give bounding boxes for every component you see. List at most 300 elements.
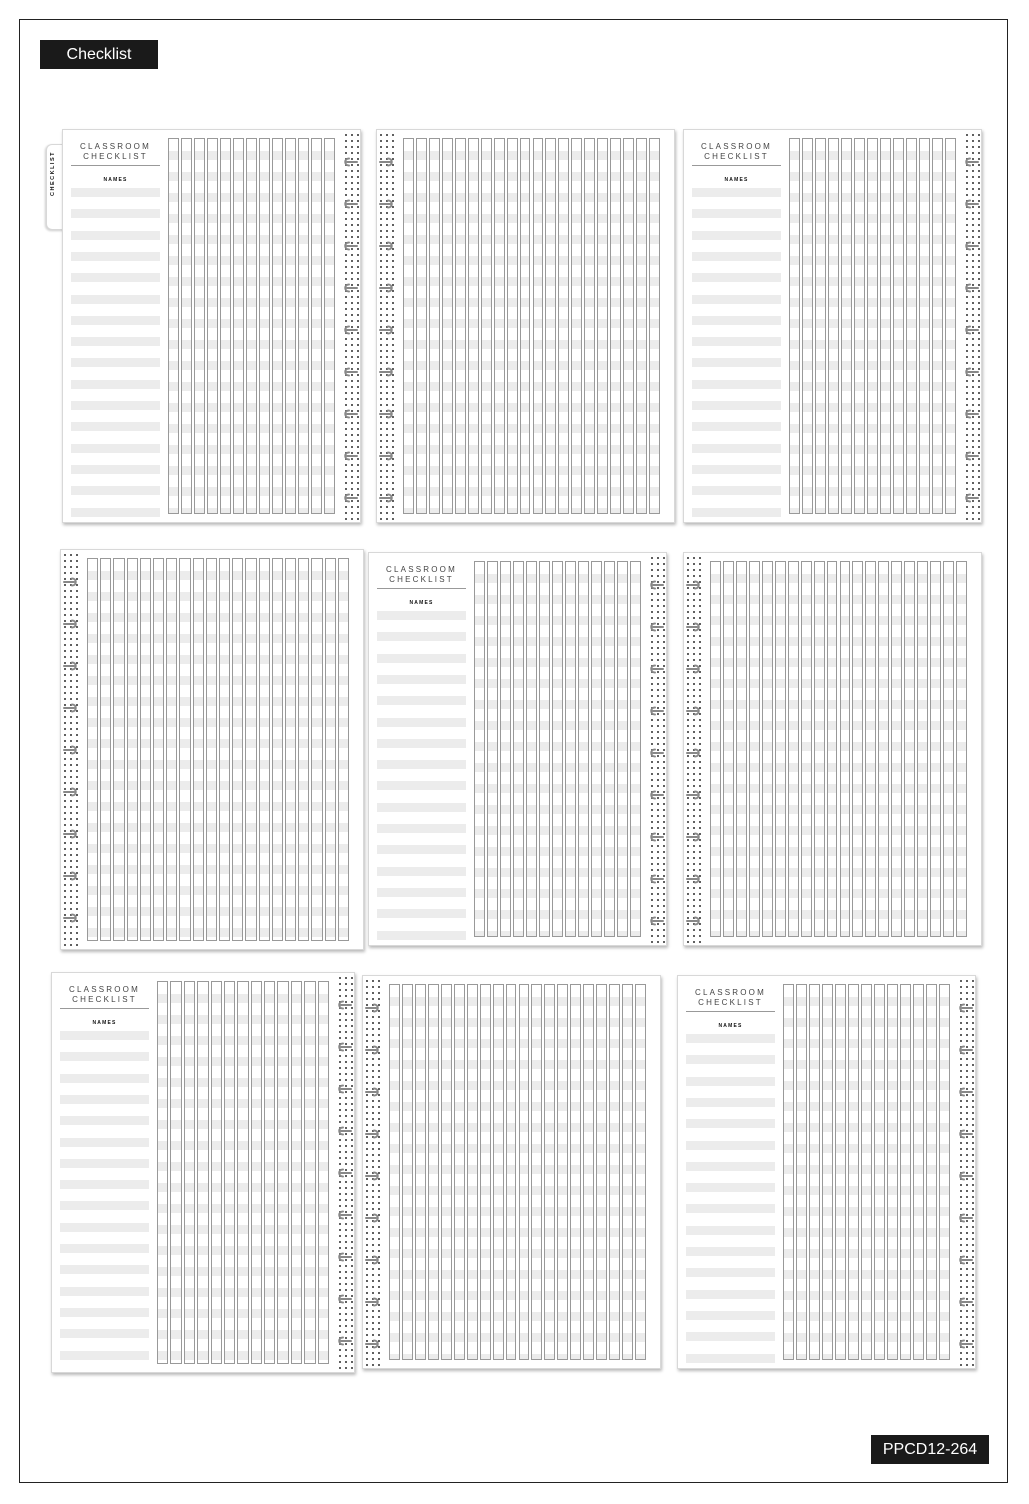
page-title-badge: Checklist: [40, 40, 158, 69]
checklist-column[interactable]: [506, 984, 517, 1360]
name-entry-row[interactable]: [71, 188, 160, 197]
checklist-column[interactable]: [809, 984, 820, 1360]
checklist-column[interactable]: [939, 984, 950, 1360]
binder-ring-icon: [686, 622, 702, 632]
binder-ring-icon: [963, 283, 979, 293]
checkbox-column-grid: [403, 138, 660, 514]
checklist-column[interactable]: [264, 981, 275, 1364]
name-entry-row[interactable]: [377, 803, 466, 812]
checklist-column[interactable]: [500, 561, 511, 937]
checklist-column[interactable]: [184, 981, 195, 1364]
checklist-column[interactable]: [736, 561, 747, 937]
name-entry-row[interactable]: [686, 1034, 775, 1043]
checklist-column[interactable]: [571, 138, 582, 514]
binder-ring-icon: [342, 409, 358, 419]
checklist-column[interactable]: [861, 984, 872, 1360]
name-entry-row[interactable]: [686, 1226, 775, 1235]
checklist-column[interactable]: [848, 984, 859, 1360]
binder-ring-icon: [686, 580, 702, 590]
binder-ring-icon: [336, 1294, 352, 1304]
binder-ring-icon: [963, 325, 979, 335]
checklist-column[interactable]: [140, 558, 151, 941]
checklist-column[interactable]: [113, 558, 124, 941]
name-entry-row[interactable]: [686, 1311, 775, 1320]
checklist-column[interactable]: [893, 138, 904, 514]
checklist-column[interactable]: [649, 138, 660, 514]
checklist-column[interactable]: [544, 984, 555, 1360]
name-entry-row[interactable]: [377, 654, 466, 663]
name-entry-row[interactable]: [71, 444, 160, 453]
checklist-column[interactable]: [932, 138, 943, 514]
checklist-column[interactable]: [943, 561, 954, 937]
binder-ring-icon: [686, 874, 702, 884]
name-entry-row[interactable]: [692, 380, 781, 389]
name-entry-rows: [692, 188, 781, 516]
name-entry-row[interactable]: [692, 465, 781, 474]
binder-ring-icon: [63, 913, 79, 923]
checklist-column[interactable]: [245, 558, 256, 941]
checklist-column[interactable]: [338, 558, 349, 941]
checklist-column[interactable]: [913, 984, 924, 1360]
name-entry-row[interactable]: [71, 337, 160, 346]
name-entry-row[interactable]: [71, 295, 160, 304]
name-entry-row[interactable]: [60, 1116, 149, 1125]
binder-ring-icon: [336, 1210, 352, 1220]
name-entry-row[interactable]: [60, 1351, 149, 1360]
name-entry-row[interactable]: [60, 1265, 149, 1274]
checklist-column[interactable]: [324, 138, 335, 514]
checklist-column[interactable]: [610, 138, 621, 514]
checklist-column[interactable]: [887, 984, 898, 1360]
checklist-column[interactable]: [919, 138, 930, 514]
checklist-column[interactable]: [840, 561, 851, 937]
name-entry-row[interactable]: [686, 1332, 775, 1341]
name-entry-row[interactable]: [377, 718, 466, 727]
name-entry-row[interactable]: [71, 252, 160, 261]
checklist-column[interactable]: [835, 984, 846, 1360]
name-entry-row[interactable]: [71, 273, 160, 282]
checklist-column[interactable]: [389, 984, 400, 1360]
checklist-column[interactable]: [865, 561, 876, 937]
checklist-column[interactable]: [604, 561, 615, 937]
name-entry-row[interactable]: [686, 1077, 775, 1086]
planner-page-names: [368, 552, 667, 946]
checklist-column[interactable]: [822, 984, 833, 1360]
checklist-column[interactable]: [193, 558, 204, 941]
checklist-column[interactable]: [533, 138, 544, 514]
checklist-column[interactable]: [584, 138, 595, 514]
binder-ring-icon: [365, 1129, 381, 1139]
binder-ring-icon: [686, 832, 702, 842]
checklist-column[interactable]: [531, 984, 542, 1360]
name-entry-row[interactable]: [377, 696, 466, 705]
name-entry-row[interactable]: [60, 1287, 149, 1296]
checklist-column[interactable]: [906, 138, 917, 514]
checklist-column[interactable]: [467, 984, 478, 1360]
checklist-column[interactable]: [796, 984, 807, 1360]
name-entry-row[interactable]: [60, 1180, 149, 1189]
name-entry-rows: [377, 611, 466, 939]
name-entry-row[interactable]: [692, 209, 781, 218]
name-entry-row[interactable]: [71, 401, 160, 410]
checklist-column[interactable]: [801, 561, 812, 937]
binder-ring-icon: [963, 199, 979, 209]
checkbox-column-grid: [474, 561, 641, 937]
name-entry-row[interactable]: [60, 1159, 149, 1168]
binder-ring-icon: [342, 451, 358, 461]
names-column-label: NAMES: [409, 600, 434, 606]
checklist-column[interactable]: [272, 558, 283, 941]
checklist-column[interactable]: [788, 561, 799, 937]
name-entry-row[interactable]: [686, 1247, 775, 1256]
name-entry-row[interactable]: [377, 824, 466, 833]
checklist-column[interactable]: [416, 138, 427, 514]
binder-ring-icon: [342, 283, 358, 293]
checklist-column[interactable]: [891, 561, 902, 937]
binder-ring-icon: [963, 493, 979, 503]
name-entry-row[interactable]: [71, 508, 160, 517]
checklist-column[interactable]: [578, 561, 589, 937]
name-entry-row[interactable]: [60, 1074, 149, 1083]
binder-ring-icon: [686, 916, 702, 926]
classroom-checklist-title: CLASSROOM CHECKLIST: [692, 142, 781, 166]
checklist-column[interactable]: [87, 558, 98, 941]
checklist-column[interactable]: [545, 138, 556, 514]
name-entry-row[interactable]: [377, 888, 466, 897]
checklist-column[interactable]: [277, 981, 288, 1364]
checklist-column[interactable]: [179, 558, 190, 941]
names-column-label: NAMES: [724, 177, 749, 183]
name-entry-row[interactable]: [692, 508, 781, 517]
checklist-column[interactable]: [591, 561, 602, 937]
checklist-column[interactable]: [232, 558, 243, 941]
binder-ring-icon: [963, 241, 979, 251]
checklist-column[interactable]: [956, 561, 967, 937]
binder-ring-icon: [379, 451, 395, 461]
checklist-column[interactable]: [917, 561, 928, 937]
binder-ring-icon: [963, 451, 979, 461]
checklist-column[interactable]: [100, 558, 111, 941]
name-entry-row[interactable]: [692, 358, 781, 367]
checklist-column[interactable]: [815, 138, 826, 514]
checklist-column[interactable]: [487, 561, 498, 937]
binder-ring-icon: [648, 916, 664, 926]
binder-ring-icon: [379, 283, 395, 293]
checklist-column[interactable]: [565, 561, 576, 937]
binder-ring-icon: [336, 1000, 352, 1010]
checklist-column[interactable]: [157, 981, 168, 1364]
checklist-column[interactable]: [481, 138, 492, 514]
name-entry-row[interactable]: [60, 1201, 149, 1210]
name-entry-row[interactable]: [60, 1329, 149, 1338]
checklist-column[interactable]: [318, 981, 329, 1364]
checklist-column[interactable]: [170, 981, 181, 1364]
checklist-column[interactable]: [285, 558, 296, 941]
binder-ring-icon: [957, 1171, 973, 1181]
names-column-label: NAMES: [718, 1023, 743, 1029]
name-entry-row[interactable]: [71, 209, 160, 218]
binder-ring-icon: [963, 409, 979, 419]
binder-ring-icon: [342, 367, 358, 377]
binder-ring-icon: [686, 664, 702, 674]
binder-ring-icon: [379, 199, 395, 209]
name-entry-row[interactable]: [377, 675, 466, 684]
checklist-column[interactable]: [900, 984, 911, 1360]
checklist-column[interactable]: [874, 984, 885, 1360]
name-entry-row[interactable]: [686, 1055, 775, 1064]
checklist-column[interactable]: [583, 984, 594, 1360]
checklist-column[interactable]: [474, 561, 485, 937]
name-entry-row[interactable]: [692, 252, 781, 261]
name-entry-row[interactable]: [60, 1095, 149, 1104]
name-entry-row[interactable]: [377, 611, 466, 620]
name-entry-row[interactable]: [60, 1031, 149, 1040]
name-entry-row[interactable]: [686, 1268, 775, 1277]
checklist-column[interactable]: [710, 561, 721, 937]
checklist-column[interactable]: [930, 561, 941, 937]
checklist-column[interactable]: [219, 558, 230, 941]
binder-ring-icon: [365, 1255, 381, 1265]
binder-ring-icon: [336, 1084, 352, 1094]
checklist-column[interactable]: [552, 561, 563, 937]
checklist-column[interactable]: [814, 561, 825, 937]
checklist-column[interactable]: [827, 561, 838, 937]
checklist-column[interactable]: [454, 984, 465, 1360]
name-entry-row[interactable]: [692, 401, 781, 410]
name-entry-row[interactable]: [692, 337, 781, 346]
checklist-column[interactable]: [224, 981, 235, 1364]
name-entry-row[interactable]: [692, 486, 781, 495]
name-entry-row[interactable]: [377, 632, 466, 641]
checklist-column[interactable]: [455, 138, 466, 514]
name-entry-row[interactable]: [692, 188, 781, 197]
binder-ring-icon: [63, 745, 79, 755]
binder-ring-icon: [365, 1171, 381, 1181]
binder-ring-icon: [957, 1003, 973, 1013]
name-entry-row[interactable]: [60, 1052, 149, 1061]
name-entry-row[interactable]: [692, 231, 781, 240]
checklist-column[interactable]: [520, 138, 531, 514]
name-entry-row[interactable]: [377, 781, 466, 790]
checklist-column[interactable]: [904, 561, 915, 937]
checklist-column[interactable]: [749, 561, 760, 937]
name-entry-row[interactable]: [71, 358, 160, 367]
checklist-column[interactable]: [403, 138, 414, 514]
binder-ring-icon: [342, 157, 358, 167]
checklist-column[interactable]: [259, 138, 270, 514]
checklist-column[interactable]: [526, 561, 537, 937]
binder-ring-icon: [342, 325, 358, 335]
checklist-column[interactable]: [597, 138, 608, 514]
checklist-column[interactable]: [311, 138, 322, 514]
checklist-column[interactable]: [828, 138, 839, 514]
name-entry-row[interactable]: [377, 931, 466, 940]
checklist-column[interactable]: [468, 138, 479, 514]
checklist-column[interactable]: [789, 138, 800, 514]
binder-ring-icon: [336, 1126, 352, 1136]
checklist-column[interactable]: [878, 561, 889, 937]
name-entry-row[interactable]: [71, 231, 160, 240]
name-entry-row[interactable]: [686, 1098, 775, 1107]
checklist-column[interactable]: [507, 138, 518, 514]
binder-ring-icon: [365, 1087, 381, 1097]
binder-ring-icon: [63, 661, 79, 671]
name-entry-row[interactable]: [692, 273, 781, 282]
checklist-column[interactable]: [945, 138, 956, 514]
checklist-column[interactable]: [493, 984, 504, 1360]
checklist-column[interactable]: [211, 981, 222, 1364]
checklist-column[interactable]: [926, 984, 937, 1360]
checklist-column[interactable]: [852, 561, 863, 937]
checklist-column[interactable]: [298, 138, 309, 514]
name-entry-row[interactable]: [686, 1204, 775, 1213]
name-entry-row[interactable]: [692, 316, 781, 325]
checklist-column[interactable]: [428, 984, 439, 1360]
checklist-column[interactable]: [480, 984, 491, 1360]
checklist-column[interactable]: [166, 558, 177, 941]
checklist-column[interactable]: [285, 138, 296, 514]
checklist-column[interactable]: [291, 981, 302, 1364]
binder-ring-icon: [63, 871, 79, 881]
checklist-column[interactable]: [168, 138, 179, 514]
classroom-checklist-title: CLASSROOM CHECKLIST: [60, 985, 149, 1009]
checklist-column[interactable]: [127, 558, 138, 941]
name-entry-rows: [71, 188, 160, 516]
checklist-column[interactable]: [513, 561, 524, 937]
checklist-column[interactable]: [617, 561, 628, 937]
checklist-column[interactable]: [570, 984, 581, 1360]
name-entry-row[interactable]: [686, 1290, 775, 1299]
checkbox-column-grid: [157, 981, 329, 1364]
checklist-column[interactable]: [311, 558, 322, 941]
name-entry-row[interactable]: [71, 486, 160, 495]
checklist-column[interactable]: [519, 984, 530, 1360]
checklist-column[interactable]: [325, 558, 336, 941]
binder-ring-icon: [648, 874, 664, 884]
checklist-column[interactable]: [494, 138, 505, 514]
checklist-column[interactable]: [220, 138, 231, 514]
checklist-column[interactable]: [197, 981, 208, 1364]
binder-ring-icon: [379, 157, 395, 167]
name-entry-row[interactable]: [377, 739, 466, 748]
checklist-column[interactable]: [596, 984, 607, 1360]
checklist-column[interactable]: [206, 558, 217, 941]
checklist-column[interactable]: [259, 558, 270, 941]
binder-ring-icon: [379, 493, 395, 503]
checklist-column[interactable]: [557, 984, 568, 1360]
checklist-column[interactable]: [441, 984, 452, 1360]
checklist-column[interactable]: [783, 984, 794, 1360]
checklist-column[interactable]: [802, 138, 813, 514]
checklist-column[interactable]: [841, 138, 852, 514]
checklist-column[interactable]: [251, 981, 262, 1364]
name-entry-row[interactable]: [71, 316, 160, 325]
name-entry-row[interactable]: [60, 1308, 149, 1317]
checklist-column[interactable]: [539, 561, 550, 937]
binder-ring-icon: [648, 706, 664, 716]
binder-ring-icon: [336, 1336, 352, 1346]
name-entry-row[interactable]: [377, 760, 466, 769]
checklist-column[interactable]: [194, 138, 205, 514]
name-entry-row[interactable]: [60, 1138, 149, 1147]
classroom-checklist-title: CLASSROOM CHECKLIST: [377, 565, 466, 589]
planner-page-names: [683, 129, 982, 523]
name-entry-row[interactable]: [692, 295, 781, 304]
checklist-column[interactable]: [298, 558, 309, 941]
checklist-column[interactable]: [272, 138, 283, 514]
name-entry-row[interactable]: [692, 444, 781, 453]
checklist-column[interactable]: [207, 138, 218, 514]
classroom-checklist-header: [686, 988, 775, 1029]
checklist-column[interactable]: [304, 981, 315, 1364]
name-entry-row[interactable]: [686, 1162, 775, 1171]
checklist-column[interactable]: [237, 981, 248, 1364]
binder-ring-icon: [957, 1129, 973, 1139]
binder-ring-icon: [957, 1255, 973, 1265]
checklist-column[interactable]: [723, 561, 734, 937]
checklist-column[interactable]: [622, 984, 633, 1360]
name-entry-row[interactable]: [686, 1141, 775, 1150]
name-entry-row[interactable]: [377, 845, 466, 854]
names-column-label: NAMES: [92, 1020, 117, 1026]
checklist-column[interactable]: [762, 561, 773, 937]
name-entry-row[interactable]: [686, 1354, 775, 1363]
checklist-column[interactable]: [246, 138, 257, 514]
planner-page-names: [51, 972, 355, 1373]
classroom-checklist-title: CLASSROOM CHECKLIST: [686, 988, 775, 1012]
checklist-column[interactable]: [442, 138, 453, 514]
name-entry-row[interactable]: [686, 1119, 775, 1128]
checklist-column[interactable]: [233, 138, 244, 514]
checklist-column[interactable]: [775, 561, 786, 937]
checkbox-column-grid: [710, 561, 967, 937]
checklist-column[interactable]: [402, 984, 413, 1360]
checklist-column[interactable]: [429, 138, 440, 514]
name-entry-row[interactable]: [60, 1223, 149, 1232]
name-entry-row[interactable]: [60, 1244, 149, 1253]
binder-ring-icon: [336, 1252, 352, 1262]
checkbox-column-grid: [168, 138, 335, 514]
checklist-column[interactable]: [415, 984, 426, 1360]
binder-ring-icon: [648, 748, 664, 758]
checklist-column[interactable]: [630, 561, 641, 937]
classroom-checklist-header: [692, 142, 781, 183]
name-entry-row[interactable]: [377, 909, 466, 918]
planner-page-grid: [60, 549, 364, 950]
name-entry-row[interactable]: [71, 422, 160, 431]
binder-ring-icon: [336, 1168, 352, 1178]
name-entry-row[interactable]: [71, 380, 160, 389]
checklist-column[interactable]: [558, 138, 569, 514]
binder-ring-icon: [648, 664, 664, 674]
checklist-column[interactable]: [635, 984, 646, 1360]
name-entry-row[interactable]: [686, 1183, 775, 1192]
checklist-column[interactable]: [181, 138, 192, 514]
checklist-column[interactable]: [609, 984, 620, 1360]
binder-ring-icon: [379, 367, 395, 377]
checklist-column[interactable]: [153, 558, 164, 941]
name-entry-row[interactable]: [71, 465, 160, 474]
name-entry-row[interactable]: [692, 422, 781, 431]
checklist-column[interactable]: [867, 138, 878, 514]
checklist-column[interactable]: [880, 138, 891, 514]
checklist-column[interactable]: [636, 138, 647, 514]
checklist-column[interactable]: [854, 138, 865, 514]
binder-ring-icon: [342, 199, 358, 209]
checklist-column[interactable]: [623, 138, 634, 514]
name-entry-row[interactable]: [377, 867, 466, 876]
binder-ring-icon: [957, 1213, 973, 1223]
